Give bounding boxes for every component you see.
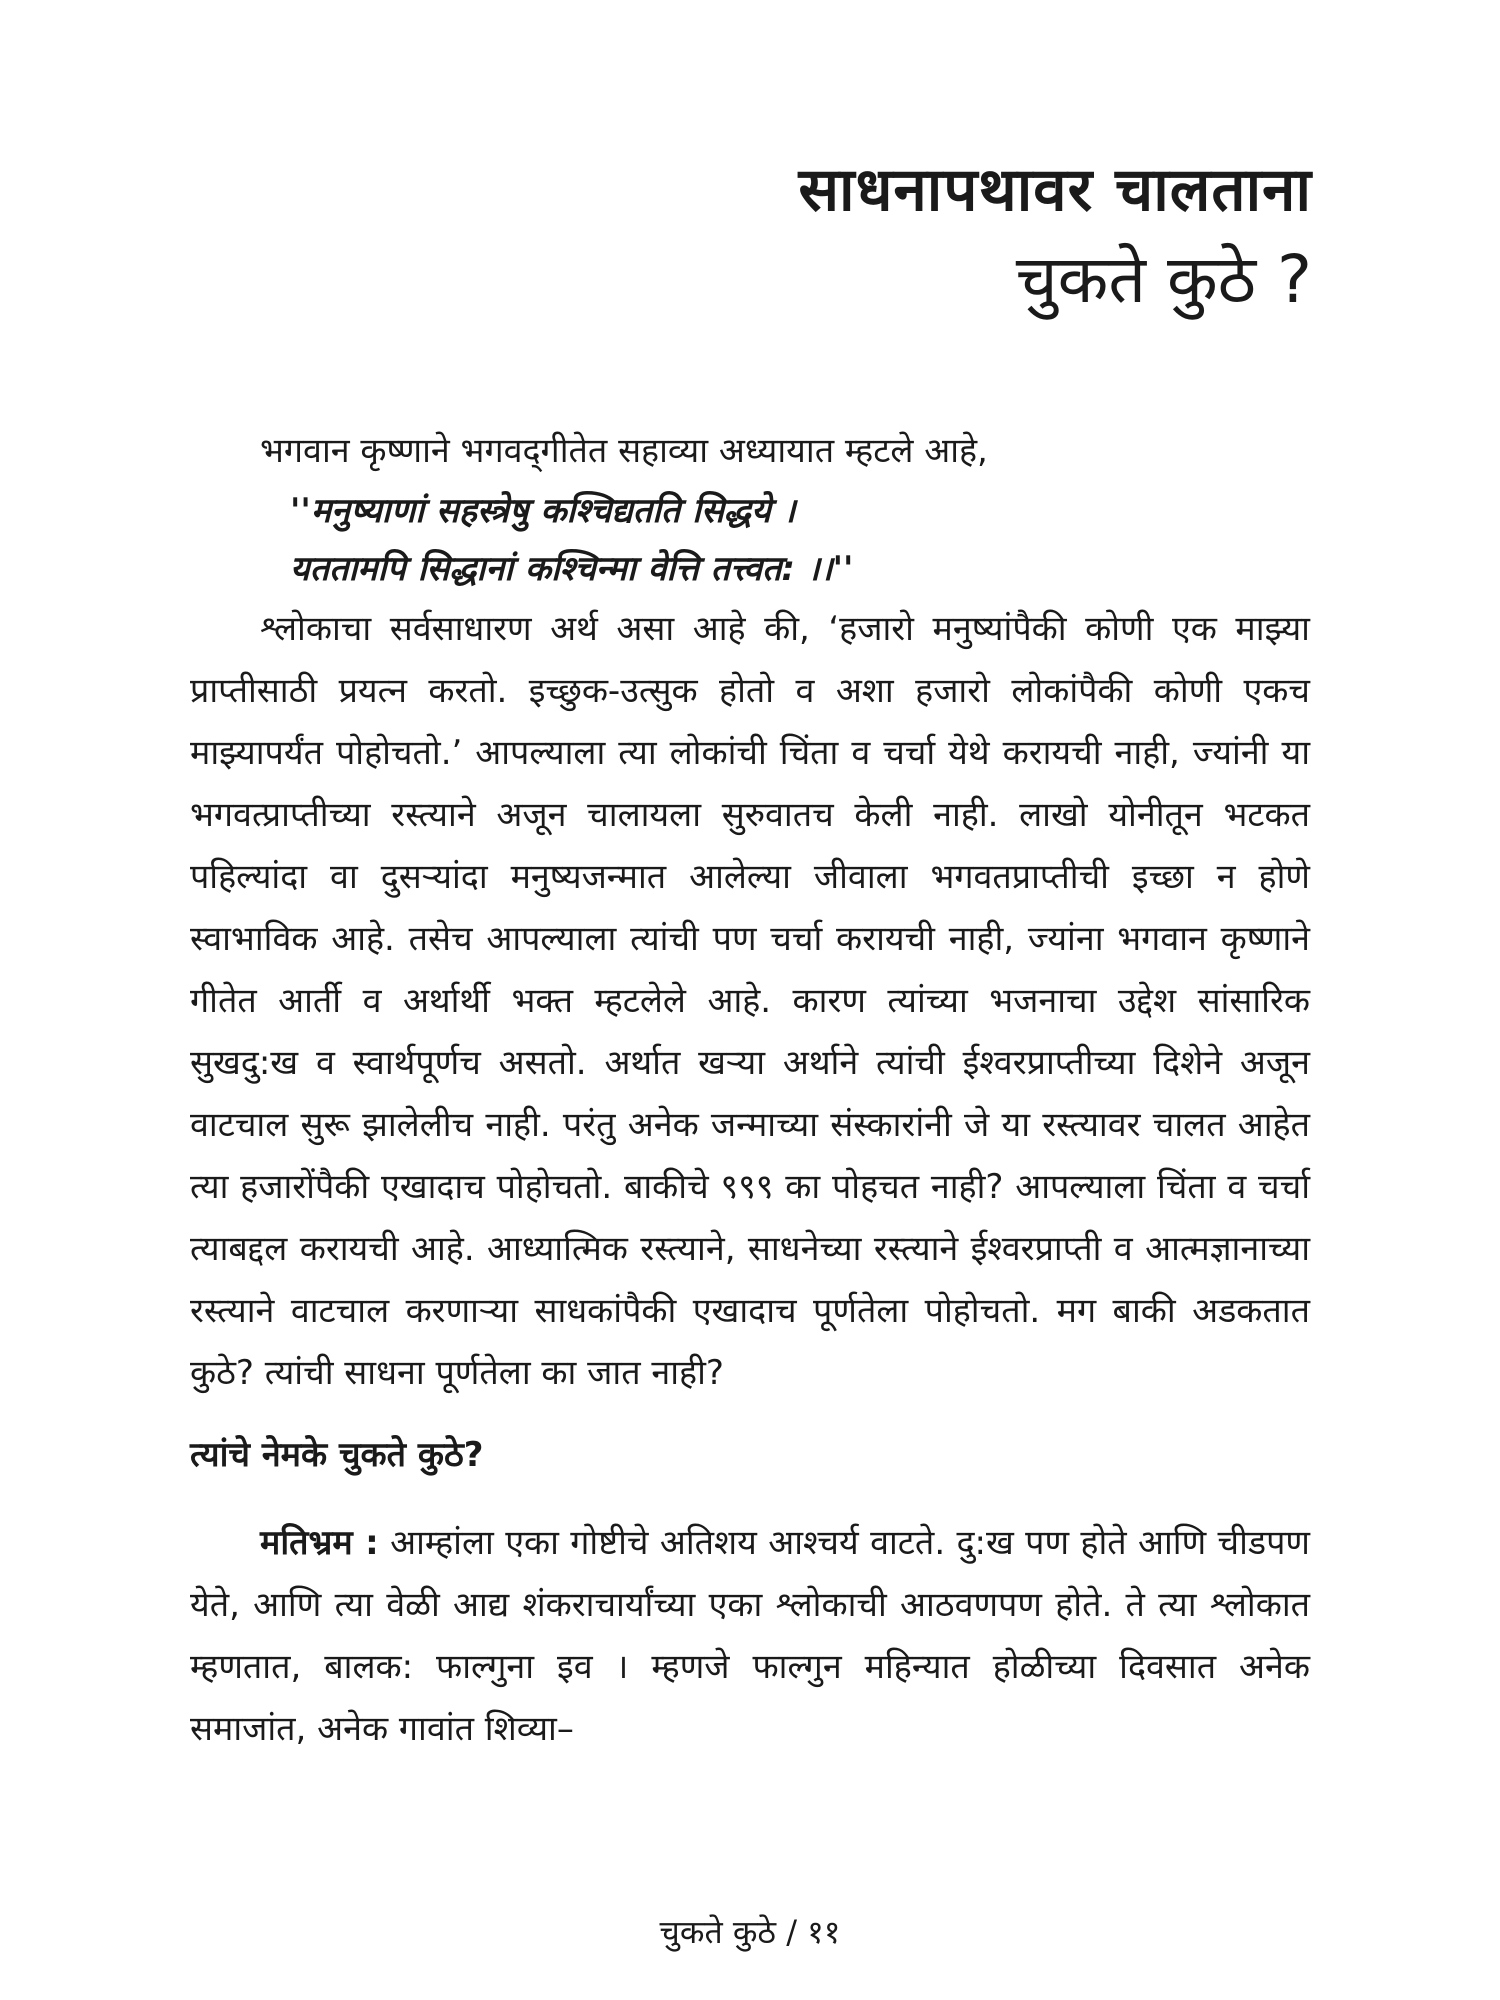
paragraph-2-term: मतिभ्रम :: [260, 1523, 379, 1563]
page-footer: चुकते कुठे / ११: [659, 1913, 841, 1951]
verse-line-1: ''मनुष्याणां सहस्त्रेषु कश्चिद्यतति सिद्धये ।: [290, 491, 796, 531]
body-text: [190, 420, 1310, 1760]
section-subheading: त्यांचे नेमके चुकते कुठे?: [190, 1435, 484, 1475]
intro-paragraph: भगवान कृष्णाने भगवद्‌गीतेत सहाव्या अध्यायात म्हटले आहे,: [260, 431, 988, 471]
chapter-title-line1: साधनापथावर चालताना: [798, 155, 1312, 225]
chapter-title: [799, 150, 1313, 330]
verse-line-2: यततामपि सिद्धानां कश्चिन्मा वेत्ति तत्त्वत: ।।'': [290, 549, 854, 589]
paragraph-2-text: आम्हांला एका गोष्टीचे अतिशय आश्चर्य वाटते. दु:ख पण होते आणि चीडपण येते, आणि त्या वेळी आद्य शंकराचार्यांच्या एका श्लोकाची आठवणपण होते. ते त्या श्लोकात म्हणतात, बालक: फाल्गुना इव । म्हणजे फाल्गुन महिन्यात होळीच्या दिवसात अनेक समाजांत, अनेक गावांत शिव्या–: [190, 1523, 1311, 1749]
paragraph-2: [190, 1512, 1310, 1760]
paragraph-1: श्लोकाचा सर्वसाधारण अर्थ असा आहे की, ‘हजारो मनुष्यांपैकी कोणी एक माझ्या प्राप्तीसाठी प्रयत्न करतो. इच्छुक-उत्सुक होतो व अशा हजारो लोकांपैकी कोणी एकच माझ्यापर्यंत पोहोचतो.’ आपल्याला त्या लोकांची चिंता व चर्चा येथे करायची नाही, ज्यांनी या भगवत्प्राप्तीच्या रस्त्याने अजून चालायला सुरुवातच केली नाही. लाखो योनीतून भटकत पहिल्यांदा वा दुसऱ्यांदा मनुष्यजन्मात आलेल्या जीवाला भगवतप्राप्तीची इच्छा न होणे स्वाभाविक आहे. तसेच आपल्याला त्यांची पण चर्चा करायची नाही, ज्यांना भगवान कृष्णाने गीतेत आर्ती व अर्थार्थी भक्त म्हटलेले आहे. कारण त्यांच्या भजनाचा उद्देश सांसारिक सुखदु:ख व स्वार्थपूर्णच असतो. अर्थात खऱ्या अर्थाने त्यांची ईश्वरप्राप्तीच्या दिशेने अजून वाटचाल सुरू झालेलीच नाही. परंतु अनेक जन्माच्या संस्कारांनी जे या रस्त्यावर चालत आहेत त्या हजारोंपैकी एखादाच पोहोचतो. बाकीचे ९९९ का पोहचत नाही? आपल्याला चिंता व चर्चा त्याबद्दल करायची आहे. आध्यात्मिक रस्त्याने, साधनेच्या रस्त्याने ईश्वरप्राप्ती व आत्मज्ञानाच्या रस्त्याने वाटचाल करणाऱ्या साधकांपैकी एखादाच पूर्णतेला पोहोचतो. मग बाकी अडकतात कुठे? त्यांची साधना पूर्णतेला का जात नाही?: [190, 609, 1310, 1393]
chapter-title-line2: चुकते कुठे ?: [1015, 241, 1312, 318]
